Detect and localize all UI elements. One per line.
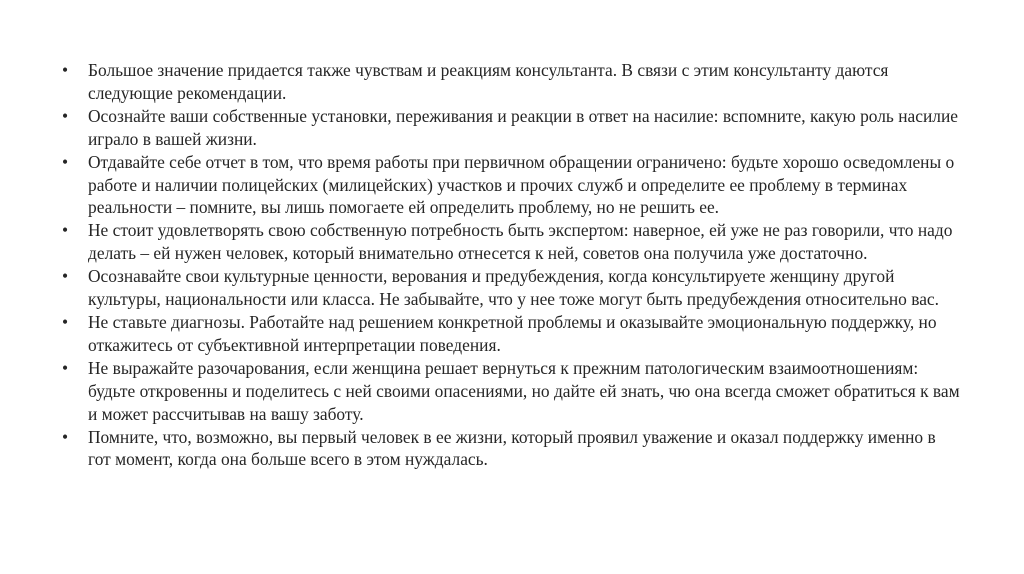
list-item-text: Большое значение придается также чувствам и реакциям консультанта. В связи с этим консультанту даются следующие рекомендации. [88, 60, 889, 103]
list-item [62, 311, 962, 357]
list-item [62, 59, 962, 105]
list-item [62, 265, 962, 311]
bullet-icon: • [62, 151, 69, 172]
list-item-text: Осознавайте свои культурные ценности, верования и предубеждения, когда консультируете женщину другой культуры, национальности или класса. Не забывайте, что у нее тоже могут быть предубеждения относительно вас. [88, 266, 939, 310]
bullet-icon: • [62, 311, 69, 332]
list-item-text: Не выражайте разочарования, если женщина решает вернуться к прежним патологическим взаимоотношениям: будьте откровенны и поделитесь с ней своими опасениями, но дайте ей знать, чю она всегда сможет обратиться к вам и может рассчитывав на вашу заботу. [88, 357, 960, 424]
bullet-icon: • [62, 220, 69, 241]
list-item [62, 426, 962, 472]
bullet-icon: • [62, 357, 69, 378]
bullet-icon: • [62, 60, 69, 80]
recommendations-list [62, 59, 962, 471]
bullet-icon: • [62, 426, 69, 447]
list-item [62, 219, 962, 265]
list-item-text: Не ставьте диагнозы. Работайте над решением конкретной проблемы и оказывайте эмоциональную поддержку, но откажитесь от субъективной интерпретации поведения. [88, 311, 937, 355]
list-item [62, 357, 962, 426]
list-item [62, 105, 962, 151]
list-item-text: Не стоит удовлетворять свою собственную потребность быть экспертом: наверное, ей уже не раз говорили, что надо делать – ей нужен человек, который внимательно отнесется к ней, советов она получила уже достаточно. [88, 220, 953, 264]
list-item-text: Помните, что, возможно, вы первый человек в ее жизни, который проявил уважение и оказал поддержку именно в гот момент, когда она больше всего в этом нуждалась. [88, 426, 936, 470]
bullet-icon: • [62, 266, 69, 287]
list-item-text: Отдавайте себе отчет в том, что время работы при первичном обращении ограничено: будьте хорошо осведомлены о работе и наличии полицейских (милицейских) участков и прочих служб и определите ее проблему в терминах реальности – помните, вы лишь помогаете ей определить проблему, но не решить ее. [88, 151, 955, 218]
bullet-icon: • [62, 105, 69, 126]
list-item [62, 151, 962, 220]
list-item-text: Осознайте ваши собственные установки, переживания и реакции в ответ на насилие: вспомните, какую роль насилие играло в вашей жизни. [88, 105, 958, 149]
